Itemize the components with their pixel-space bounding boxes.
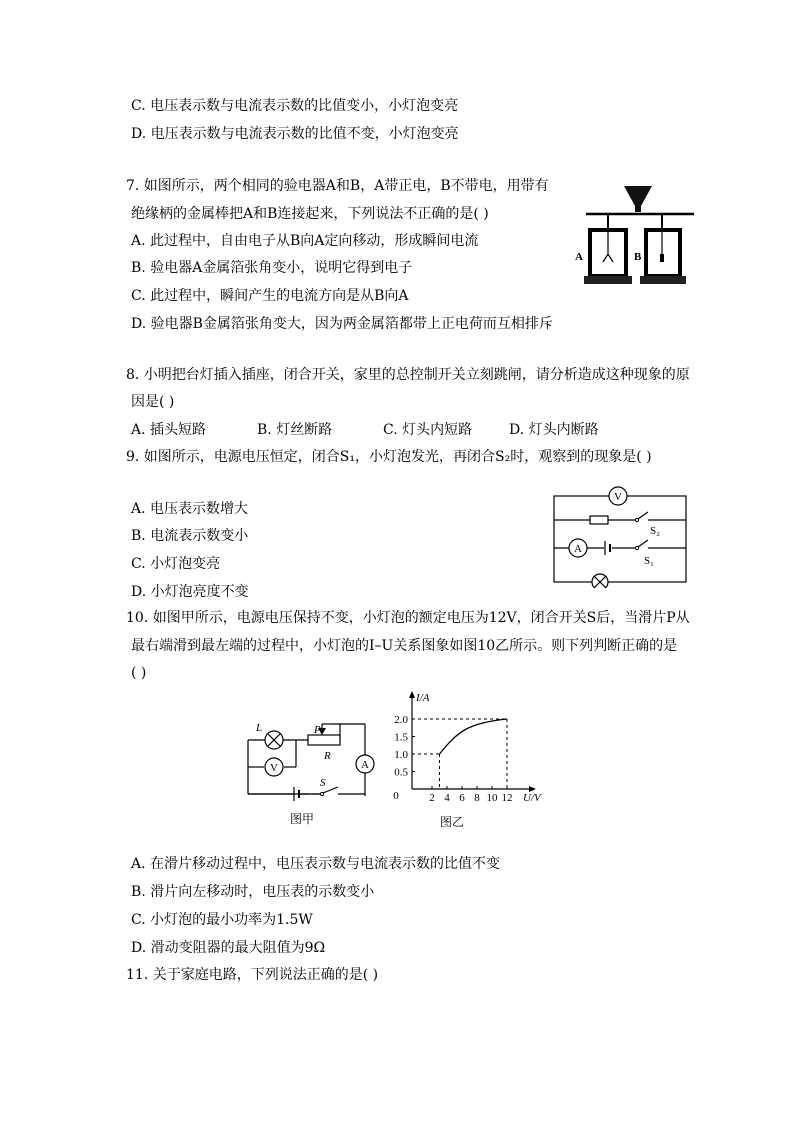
q10-option-b: B. 滑片向左移动时，电压表的示数变小 [131,884,375,900]
y-axis-label: I/A [416,692,430,704]
lamp-l-label: L [256,722,263,734]
electroscope-label-b: B [634,251,642,263]
origin-label: 0 [393,790,399,802]
x-tick-label: 2 [429,792,435,804]
x-tick-label: 12 [501,792,513,804]
slider-p-label: P [314,724,321,736]
electroscope-b [640,214,686,284]
q10-option-c: C. 小灯泡的最小功率为1.5W [131,912,313,928]
q8-stem-line2: 因是( ) [131,394,175,410]
q8-option-b: B. 灯丝断路 [257,422,333,438]
ammeter-icon [569,539,587,557]
switch-s-label: S [320,777,326,789]
q8-stem-line1: 8. 小明把台灯插入插座，闭合开关，家里的总控制开关立刻跳闸，请分析造成这种现象的原 [126,367,690,383]
x-tick-label: 6 [459,792,465,804]
q10-stem-line1: 10. 如图甲所示，电源电压保持不变，小灯泡的额定电压为12V，闭合开关S后，当滑片P从 [126,610,690,626]
x-tick-label: 4 [444,792,450,804]
q9-option-c: C. 小灯泡变亮 [131,556,221,572]
figure-a-caption: 图甲 [290,812,315,826]
x-axis-label: U/V [523,792,541,804]
electroscope-a [584,214,632,284]
y-tick-label: 1.0 [394,749,408,761]
rheostat-r-label: R [324,750,331,762]
switch-s2-icon [635,512,648,523]
figure-b-caption: 图乙 [440,815,465,829]
voltmeter-icon [609,487,627,505]
ammeter-icon [356,755,374,773]
iu-curve [440,719,508,754]
q7-option-d: D. 验电器B金属箔张角变大，因为两金属箔都带上正电荷而互相排斥 [131,316,553,332]
q7-stem-line1: 7. 如图所示，两个相同的验电器A和B，A带正电，B不带电，用带有 [126,178,549,194]
resistor-icon [590,516,608,524]
q7-option-b: B. 验电器A金属箔张角变小，说明它得到电子 [131,260,413,276]
switch-s1-icon [635,540,648,551]
y-tick-label: 1.5 [394,731,408,744]
insulated-handle-icon [624,186,652,206]
switch-s2-label: S₂ [650,525,660,537]
q10-iu-graph [386,683,550,835]
svg-text:V: V [614,491,622,503]
q9-stem: 9. 如图所示，电源电压恒定，闭合S₁，小灯泡发光，再闭合S₂时，观察到的现象是( ) [126,449,652,465]
svg-text:A: A [574,543,582,555]
q10-option-a: A. 在滑片移动过程中，电压表示数与电流表示数的比值不变 [131,856,501,872]
q9-option-a: A. 电压表示数增大 [131,501,249,517]
q10-stem-line2: 最右端滑到最左端的过程中，小灯泡的I–U关系图象如图10乙所示。则下列判断正确的是 [131,638,678,654]
q8-option-d: D. 灯头内断路 [509,422,599,438]
q9-option-b: B. 电流表示数变小 [131,528,249,544]
y-tick-label: 2.0 [394,714,408,726]
q7-electroscope-figure [568,182,708,290]
q7-option-a: A. 此过程中，自由电子从B向A定向移动，形成瞬间电流 [131,233,479,249]
rheostat-icon [308,735,340,745]
y-tick-label: 0.5 [394,766,408,779]
x-tick-label: 8 [474,792,480,804]
svg-text:A: A [361,759,369,771]
y-axis-arrow-icon [409,691,415,698]
svg-text:V: V [270,762,278,774]
battery-icon [604,540,612,556]
q7-stem-line2: 绝缘柄的金属棒把A和B连接起来，下列说法不正确的是( ) [131,206,489,222]
q7-option-c: C. 此过程中，瞬间产生的电流方向是从B向A [131,288,409,304]
q9-option-d: D. 小灯泡亮度不变 [131,584,249,600]
q10-option-d: D. 滑动变阻器的最大阻值为9Ω [131,940,326,956]
q8-option-c: C. 灯头内短路 [383,422,473,438]
voltmeter-icon [265,758,283,776]
x-tick-label: 10 [486,792,498,804]
q11-stem: 11. 关于家庭电路，下列说法正确的是( ) [126,967,379,983]
q6-option-d: D. 电压表示数与电流表示数的比值不变，小灯泡变亮 [131,126,459,142]
lamp-icon [592,574,608,588]
switch-s1-label: S₁ [644,555,654,567]
q6-option-c: C. 电压表示数与电流表示数的比值变小，小灯泡变亮 [131,98,459,114]
q10-circuit-figure [240,712,380,832]
electroscope-label-a: A [575,251,583,263]
q9-circuit-figure [548,484,694,588]
lamp-l-icon [265,731,283,749]
q10-stem-line3: ( ) [131,665,147,681]
battery-icon [248,787,320,801]
q8-option-a: A. 插头短路 [131,422,207,438]
